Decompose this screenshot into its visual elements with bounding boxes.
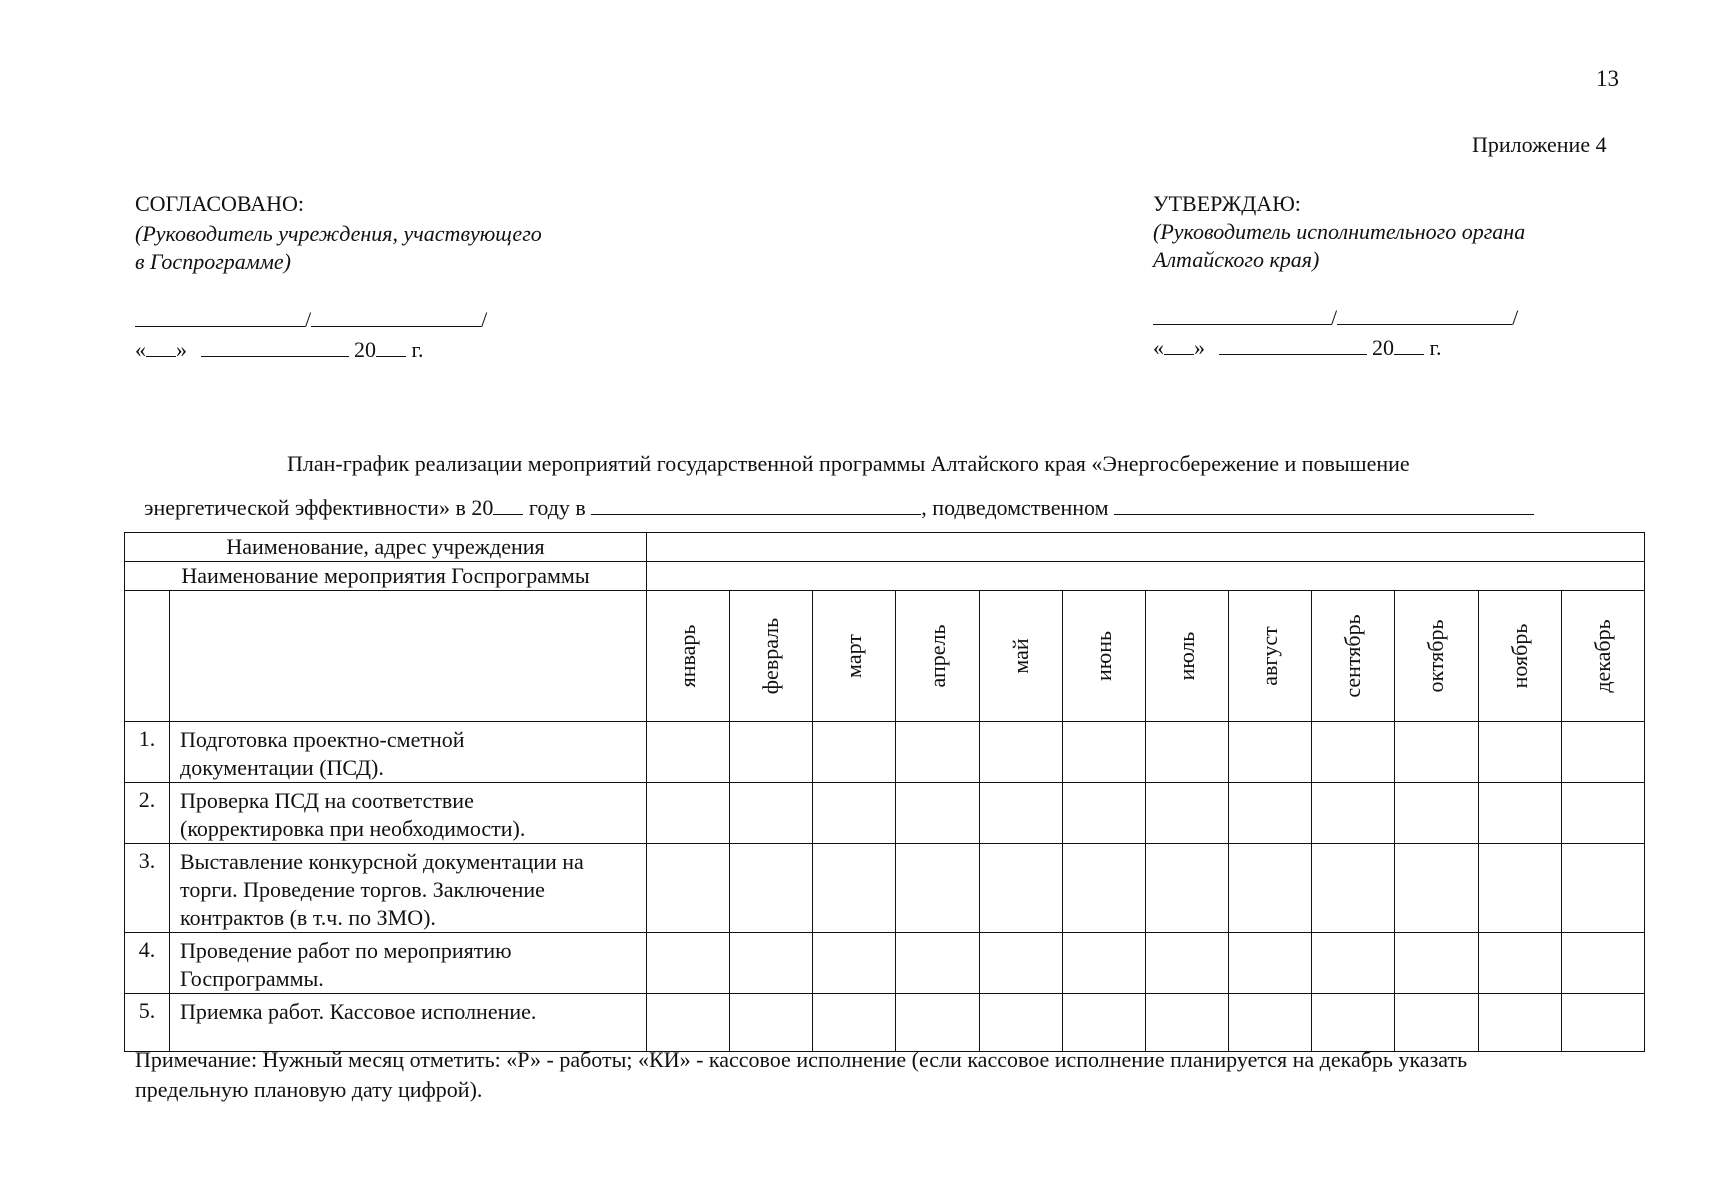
month-cell[interactable] (813, 783, 896, 844)
month-cell[interactable] (1229, 783, 1312, 844)
month-cell[interactable] (1478, 783, 1561, 844)
row-number: 2. (125, 783, 170, 844)
plan-heading-line-2: энергетической эффективности» в 20 году в , подведомственном (144, 494, 1534, 521)
page-number: 13 (1596, 66, 1619, 91)
note-line-2: предельную плановую дату цифрой). (135, 1077, 483, 1102)
month-header: апрель (896, 591, 979, 722)
row-number: 1. (125, 722, 170, 783)
left-block-subtitle-1: (Руководитель учреждения, участвующего (135, 221, 542, 246)
month-cell[interactable] (647, 844, 730, 933)
left-block-subtitle-2: в Госпрограмме) (135, 249, 291, 274)
month-cell[interactable] (1561, 994, 1644, 1052)
month-header: март (813, 591, 896, 722)
month-cell[interactable] (813, 933, 896, 994)
month-cell[interactable] (979, 994, 1062, 1052)
month-cell[interactable] (647, 722, 730, 783)
month-cell[interactable] (1478, 994, 1561, 1052)
month-header: октябрь (1395, 591, 1478, 722)
month-cell[interactable] (1395, 844, 1478, 933)
event-value-cell[interactable] (647, 562, 1645, 591)
month-header: май (979, 591, 1062, 722)
month-header-blank (170, 591, 647, 722)
table-row (125, 722, 1645, 783)
month-cell[interactable] (1062, 783, 1145, 844)
month-cell[interactable] (1561, 722, 1644, 783)
month-cell[interactable] (1062, 844, 1145, 933)
month-cell[interactable] (1145, 783, 1228, 844)
month-cell[interactable] (1312, 994, 1395, 1052)
month-cell[interactable] (1229, 994, 1312, 1052)
left-date-line[interactable]: « » 20 г. (135, 337, 424, 362)
right-block-subtitle-2: Алтайского края) (1153, 247, 1320, 272)
row-number: 5. (125, 994, 170, 1052)
month-cell[interactable] (647, 994, 730, 1052)
month-cell[interactable] (1478, 933, 1561, 994)
month-cell[interactable] (647, 783, 730, 844)
month-cell[interactable] (1561, 844, 1644, 933)
right-block-subtitle-1: (Руководитель исполнительного органа (1153, 219, 1526, 244)
table-row (125, 844, 1645, 933)
institution-label-cell: Наименование, адрес учреждения (125, 533, 647, 562)
right-block-title: УТВЕРЖДАЮ: (1153, 191, 1301, 216)
month-header: сентябрь (1312, 591, 1395, 722)
month-cell[interactable] (979, 933, 1062, 994)
month-cell[interactable] (730, 722, 813, 783)
month-cell[interactable] (1312, 722, 1395, 783)
month-header: декабрь (1561, 591, 1644, 722)
month-cell[interactable] (1312, 933, 1395, 994)
month-header-num (125, 591, 170, 722)
right-signature-line[interactable]: / / (1153, 304, 1518, 331)
row-description: Выставление конкурсной документации на торги. Проведение торгов. Заключение контрактов (в т.ч. по ЗМО). (170, 844, 647, 933)
month-cell[interactable] (730, 933, 813, 994)
month-cell[interactable] (813, 722, 896, 783)
month-cell[interactable] (1229, 933, 1312, 994)
month-cell[interactable] (979, 844, 1062, 933)
left-block-title: СОГЛАСОВАНО: (135, 191, 304, 216)
month-cell[interactable] (1312, 844, 1395, 933)
month-cell[interactable] (896, 994, 979, 1052)
department-field[interactable] (591, 494, 921, 515)
row-description: Проведение работ по мероприятию Госпрограммы. (170, 933, 647, 994)
institution-value-cell[interactable] (647, 533, 1645, 562)
month-cell[interactable] (1395, 994, 1478, 1052)
table-row (125, 933, 1645, 994)
month-cell[interactable] (1145, 933, 1228, 994)
month-cell[interactable] (896, 783, 979, 844)
left-signature-line[interactable]: / / (135, 306, 487, 333)
month-cell[interactable] (1062, 933, 1145, 994)
right-date-line[interactable]: « » 20 г. (1153, 335, 1442, 360)
month-cell[interactable] (730, 783, 813, 844)
month-cell[interactable] (1395, 722, 1478, 783)
appendix-label: Приложение 4 (1472, 132, 1607, 157)
month-cell[interactable] (1478, 844, 1561, 933)
month-cell[interactable] (896, 933, 979, 994)
row-description: Проверка ПСД на соответствие (корректировка при необходимости). (170, 783, 647, 844)
note-line-1: Примечание: Нужный месяц отметить: «Р» - работы; «КИ» - кассовое исполнение (если кассовое исполнение планируется на декабрь указать (135, 1047, 1468, 1072)
month-cell[interactable] (1145, 994, 1228, 1052)
month-cell[interactable] (1395, 783, 1478, 844)
month-cell[interactable] (1145, 722, 1228, 783)
month-cell[interactable] (896, 844, 979, 933)
month-header: январь (647, 591, 730, 722)
month-cell[interactable] (896, 722, 979, 783)
month-cell[interactable] (979, 722, 1062, 783)
month-cell[interactable] (1478, 722, 1561, 783)
month-cell[interactable] (1561, 933, 1644, 994)
month-header: июнь (1062, 591, 1145, 722)
month-cell[interactable] (1145, 844, 1228, 933)
month-cell[interactable] (1229, 722, 1312, 783)
table-row (125, 994, 1645, 1052)
schedule-table (124, 532, 1645, 1052)
month-cell[interactable] (1062, 994, 1145, 1052)
month-cell[interactable] (1229, 844, 1312, 933)
subordinate-field[interactable] (1114, 494, 1534, 515)
row-description: Подготовка проектно-сметной документации (ПСД). (170, 722, 647, 783)
plan-heading-line-1: План-график реализации мероприятий государственной программы Алтайского края «Энергосбережение и повышение (287, 451, 1410, 476)
event-label-cell: Наименование мероприятия Госпрограммы (125, 562, 647, 591)
month-cell[interactable] (1561, 783, 1644, 844)
month-header: июль (1145, 591, 1228, 722)
month-cell[interactable] (979, 783, 1062, 844)
month-header: ноябрь (1478, 591, 1561, 722)
month-cell[interactable] (813, 994, 896, 1052)
month-header: февраль (730, 591, 813, 722)
month-cell[interactable] (1062, 722, 1145, 783)
month-cell[interactable] (730, 844, 813, 933)
row-number: 4. (125, 933, 170, 994)
month-cell[interactable] (647, 933, 730, 994)
month-cell[interactable] (1395, 933, 1478, 994)
month-cell[interactable] (813, 844, 896, 933)
row-number: 3. (125, 844, 170, 933)
month-header: август (1229, 591, 1312, 722)
month-cell[interactable] (1312, 783, 1395, 844)
table-row (125, 783, 1645, 844)
month-cell[interactable] (730, 994, 813, 1052)
row-description: Приемка работ. Кассовое исполнение. (170, 994, 647, 1052)
